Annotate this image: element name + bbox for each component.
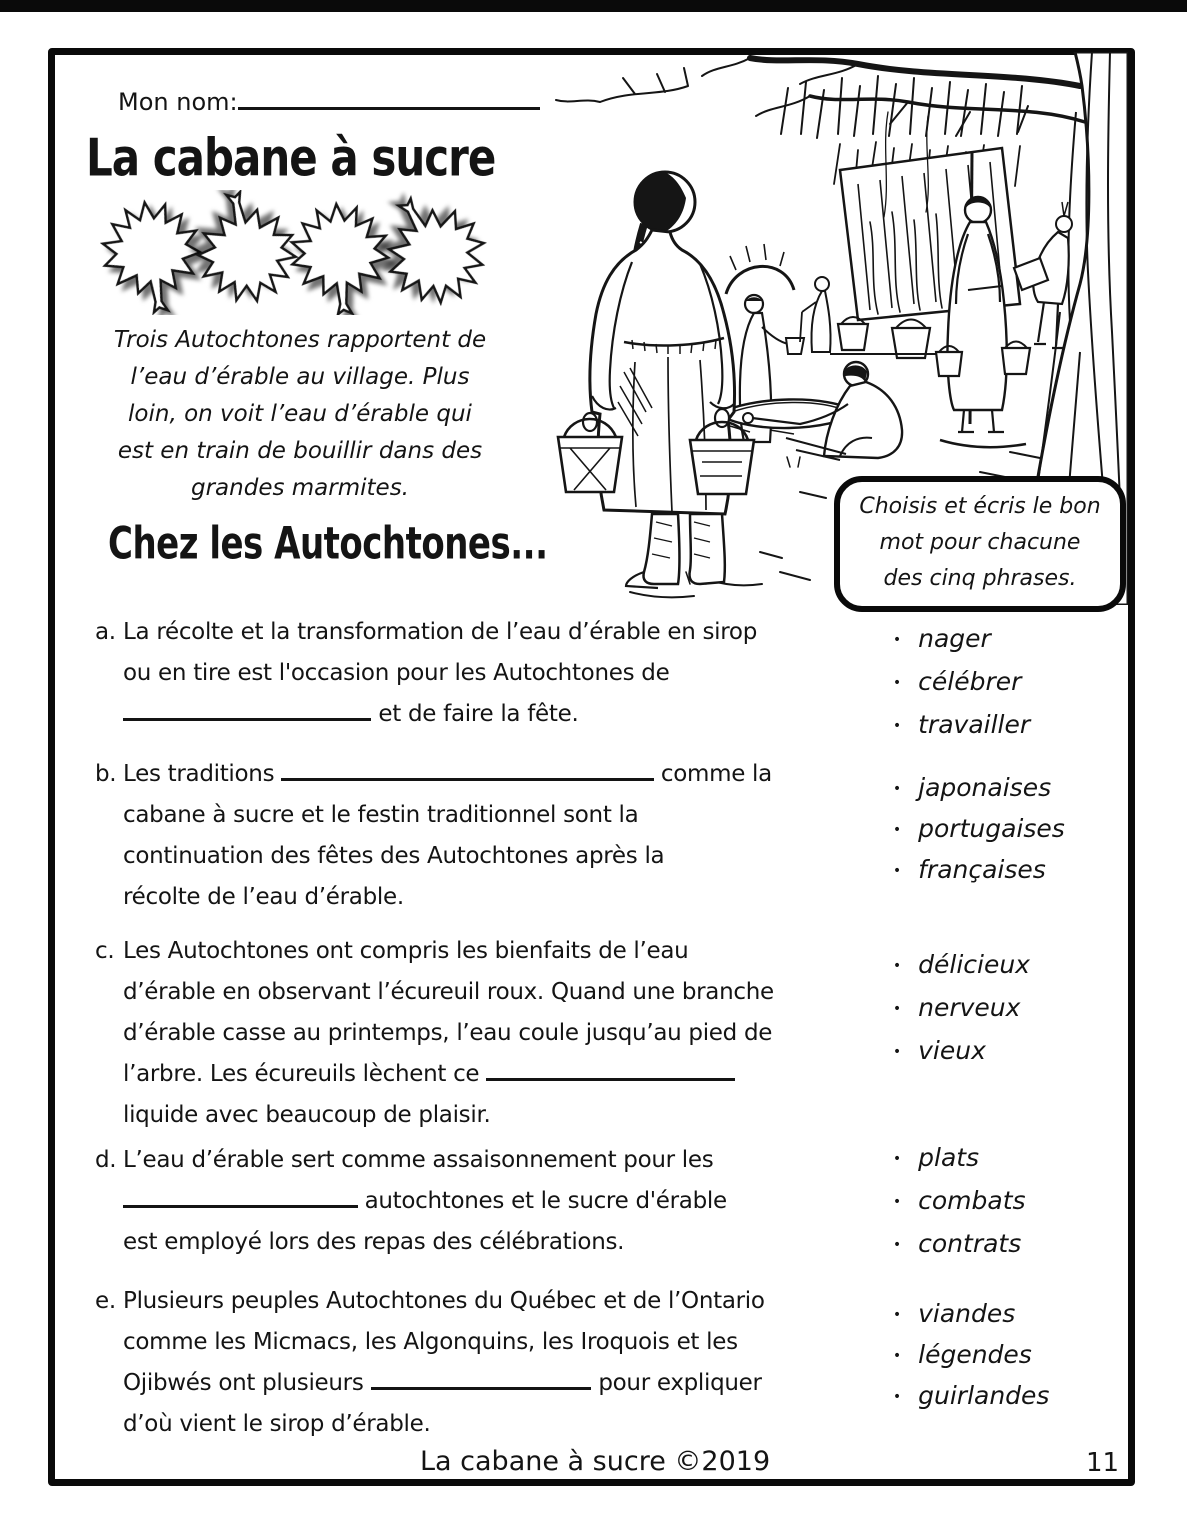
background-figure-worker	[800, 277, 831, 352]
question-line: ou en tire est l'occasion pour les Autochtones de	[123, 660, 670, 686]
question-c	[95, 931, 840, 1136]
page-number: 11	[1086, 1448, 1120, 1478]
word-item: • légendes	[893, 1335, 1049, 1376]
name-row	[118, 84, 540, 116]
question-letter: a.	[95, 619, 116, 645]
word-item: • travailler	[893, 704, 1030, 747]
intro-line: loin, on voit l’eau d’érable qui	[128, 401, 472, 427]
intro-line: grandes marmites.	[191, 475, 409, 501]
word-item: • délicieux	[893, 944, 1030, 987]
question-line: La récolte et la transformation de l’eau d’érable en sirop	[123, 619, 757, 645]
question-line: d’érable casse au printemps, l’eau coule jusqu’au pied de	[123, 1020, 773, 1046]
question-line: d’où vient le sirop d’érable.	[123, 1411, 431, 1437]
word-item: • contrats	[893, 1223, 1026, 1266]
question-line: comme les Micmacs, les Algonquins, les Iroquois et les	[123, 1329, 738, 1355]
word-item: • viandes	[893, 1294, 1049, 1335]
word-item: • nerveux	[893, 987, 1030, 1030]
page-title: La cabane à sucre	[86, 128, 496, 188]
tree-branches	[556, 58, 1085, 136]
word-item: • plats	[893, 1137, 1026, 1180]
question-line: est employé lors des repas des célébrations.	[123, 1229, 625, 1255]
footer-title: La cabane à sucre ©2019	[420, 1446, 771, 1477]
word-item: • célébrer	[893, 661, 1030, 704]
question-d	[95, 1140, 840, 1263]
maple-leaf-icon	[187, 190, 304, 311]
question-e	[95, 1281, 840, 1445]
word-item: • combats	[893, 1180, 1026, 1223]
word-item: • nager	[893, 618, 1030, 661]
bubble-line: des cinq phrases.	[883, 566, 1077, 591]
word-item: • japonaises	[893, 768, 1065, 809]
question-line: d’érable en observant l’écureuil roux. Quand une branche	[123, 979, 774, 1005]
figure-bent-man	[1014, 202, 1072, 348]
bubble-line: Choisis et écris le bon	[859, 494, 1101, 519]
word-item: • vieux	[893, 1030, 1030, 1073]
maple-leaf-icon	[364, 190, 500, 315]
question-line: L’eau d’érable sert comme assaisonnement pour les	[123, 1147, 714, 1173]
question-a	[95, 612, 840, 735]
word-item: • portugaises	[893, 809, 1065, 850]
question-line: et de faire la fête.	[123, 694, 840, 735]
maple-leaves-row	[100, 190, 500, 315]
question-line: cabane à sucre et le festin traditionnel sont la	[123, 802, 639, 828]
question-line: liquide avec beaucoup de plaisir.	[123, 1102, 491, 1128]
word-list-e	[893, 1294, 1049, 1417]
question-letter: e.	[95, 1288, 116, 1314]
word-list-c	[893, 944, 1030, 1073]
word-list-b	[893, 768, 1065, 891]
question-letter: b.	[95, 761, 117, 787]
intro-text	[98, 322, 502, 507]
intro-line: l’eau d’érable au village. Plus	[130, 364, 470, 390]
question-line: l’arbre. Les écureuils lèchent ce	[123, 1054, 840, 1095]
question-line: autochtones et le sucre d'érable	[123, 1181, 840, 1222]
word-list-d	[893, 1137, 1026, 1266]
question-line: Les Autochtones ont compris les bienfaits de l’eau	[123, 938, 689, 964]
question-b	[95, 754, 840, 918]
name-label: Mon nom:	[118, 87, 238, 116]
question-letter: c.	[95, 938, 115, 964]
intro-line: est en train de bouillir dans des	[117, 438, 483, 464]
question-line: récolte de l’eau d’érable.	[123, 884, 404, 910]
word-item: • françaises	[893, 850, 1065, 891]
figure-foreground-woman	[558, 172, 754, 588]
instruction-bubble	[834, 476, 1126, 612]
question-line: Plusieurs peuples Autochtones du Québec et de l’Ontario	[123, 1288, 765, 1314]
name-line	[238, 88, 540, 116]
intro-line: Trois Autochtones rapportent de	[113, 327, 487, 353]
bubble-line: mot pour chacune	[879, 530, 1081, 555]
question-line: continuation des fêtes des Autochtones après la	[123, 843, 665, 869]
question-line: Ojibwés ont plusieurs pour expliquer	[123, 1363, 840, 1404]
maple-leaf-icon	[288, 201, 391, 315]
top-edge-bar	[0, 0, 1187, 12]
word-item: • guirlandes	[893, 1376, 1049, 1417]
question-letter: d.	[95, 1147, 117, 1173]
word-list-a	[893, 618, 1030, 747]
maple-leaf-icon	[100, 196, 207, 315]
question-line: Les traditions comme la	[123, 754, 840, 795]
section-heading: Chez les Autochtones...	[108, 518, 548, 570]
